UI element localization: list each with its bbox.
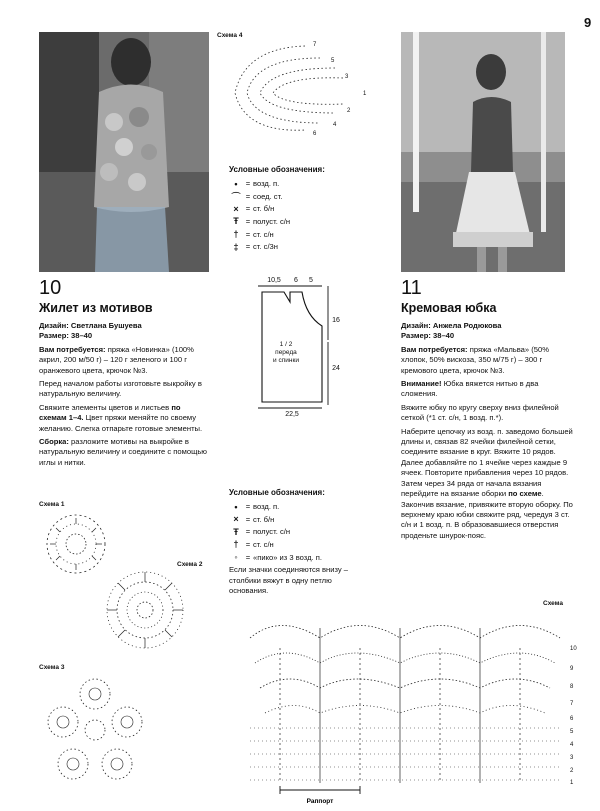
skirt-photo-illustration bbox=[401, 32, 565, 272]
skirt-row: 3 bbox=[570, 755, 574, 761]
schema4-row: 2 bbox=[347, 108, 351, 114]
schema3-diagram bbox=[45, 672, 145, 792]
vest-photo-illustration bbox=[39, 32, 209, 272]
page-number: 9 bbox=[584, 15, 592, 30]
schema1-label: Схема 1 bbox=[39, 501, 65, 508]
article-number-left: 10 bbox=[39, 277, 62, 299]
schema4-row: 4 bbox=[333, 122, 337, 128]
article-title-left: Жилет из мотивов bbox=[39, 301, 153, 315]
schema4-row: 3 bbox=[345, 74, 349, 80]
single-crochet-icon: × bbox=[233, 203, 239, 214]
skirt-row: 5 bbox=[570, 729, 574, 735]
chain-symbol-icon: • bbox=[234, 178, 238, 189]
schema2-diagram bbox=[100, 568, 190, 653]
schema4-label: Схема 4 bbox=[217, 32, 243, 39]
skirt-row: 10 bbox=[570, 646, 577, 652]
skirt-row: 6 bbox=[570, 716, 574, 722]
picot-icon: ◦ bbox=[234, 552, 238, 563]
chain-symbol-icon: • bbox=[234, 501, 238, 512]
legend-2 bbox=[229, 488, 394, 597]
skirt-photo bbox=[401, 32, 565, 272]
double-crochet-icon: † bbox=[233, 539, 239, 550]
skirt-row: 1 bbox=[570, 780, 574, 786]
double-crochet-icon: † bbox=[233, 229, 239, 240]
legend-item: × = ст. б/н bbox=[229, 513, 394, 526]
skirt-row: 7 bbox=[570, 701, 574, 707]
skirt-row: 9 bbox=[570, 666, 574, 672]
slip-stitch-icon: ⌒ bbox=[231, 191, 241, 202]
legend-item: × = ст. б/н bbox=[229, 203, 369, 216]
schema4-diagram bbox=[225, 38, 375, 138]
pattern-dim: 10,5 bbox=[267, 277, 281, 284]
article-number-right: 11 bbox=[401, 277, 422, 299]
article-body-right: Дизайн: Анжела Родюкова Размер: 38–40 Вам потребуется: пряжа «Мальва» (50% хлопок, 50% вискоза, 350 м/75 г) – 300 г кремового цвета, крючок №3. Внимание! Юбка вяжется нитью в два сложения. Вяжите юбку по кругу сверху вниз филейной сеткой (*1 ст. с/н, 1 возд. п.*). Наберите цепочку из возд. п. заведомо большей длины и, связав 82 ячейки филейной сетки, соедините вязание в круг. Вяжите 10 рядов. Далее добавляйте по 1 ячейке через каждые 9 ячеек. Повторите прибавления через 10 рядов. Затем через 34 ряда от начала вязания перейдите на вязание оборки по схеме. Закончив вязание, привяжите вторую оборку. По верхнему краю юбки свяжите ряд, чередуя 3 ст. с/н и 1 возд. п. В образовавшиеся отверстия проденьте шнурок-пояс. bbox=[401, 321, 573, 540]
schema2-label: Схема 2 bbox=[177, 561, 203, 568]
pattern-dim: 6 bbox=[294, 277, 298, 284]
vest-photo bbox=[39, 32, 209, 272]
legend-item: † = ст. с/н bbox=[229, 228, 369, 241]
article-title-right: Кремовая юбка bbox=[401, 301, 497, 315]
legend-item: † = ст. с/н bbox=[229, 538, 394, 551]
legend-1-title: Условные обозначения: bbox=[229, 165, 325, 174]
skirt-row: 4 bbox=[570, 742, 574, 748]
svg-text:и спинки: и спинки bbox=[273, 357, 299, 364]
legend-item: • = возд. п. bbox=[229, 177, 369, 190]
rapport-label: Раппорт bbox=[306, 798, 334, 805]
skirt-schema-diagram bbox=[240, 608, 585, 806]
article-body-left: Дизайн: Светлана Бушуева Размер: 38–40 Вам потребуется: пряжа «Новинка» (100% акрил, 200 м/50 г) – 120 г зеленого и 100 г оранжевого цвета, крючок №3. Перед началом работы изготовьте выкройку в натуральную величину. Свяжите элементы цветов и листьев по схемам 1–4. Цвет пряжи меняйте по своему желанию. Слегка отпарьте готовые элементы. Сборка: разложите мотивы на выкройке в натуральную величину и соедините с помощью иглы и нитки. bbox=[39, 321, 207, 467]
legend-item: • = возд. п. bbox=[229, 500, 394, 513]
pattern-dim: 24 bbox=[332, 365, 340, 372]
skirt-row: 8 bbox=[570, 684, 574, 690]
legend-item: Ŧ = полуст. с/н bbox=[229, 215, 369, 228]
vest-pattern-drawing bbox=[250, 270, 360, 420]
legend-2-title: Условные обозначения: bbox=[229, 488, 325, 497]
legend-item: ⌒ = соед. ст. bbox=[229, 190, 369, 203]
svg-text:1 / 2: 1 / 2 bbox=[279, 341, 293, 348]
triple-crochet-icon: ‡ bbox=[233, 241, 239, 252]
legend-2-note: Если значки соединяются внизу – столбики вяжут в одну петлю основания. bbox=[229, 565, 348, 596]
schema4-row: 1 bbox=[363, 91, 367, 97]
pattern-dim: 5 bbox=[309, 277, 313, 284]
legend-item: ◦ = «пико» из 3 возд. п. bbox=[229, 551, 394, 564]
pattern-dim: 22,5 bbox=[285, 411, 299, 418]
pattern-dim: 16 bbox=[332, 317, 340, 324]
half-double-icon: Ŧ bbox=[233, 526, 239, 537]
schema4-row: 7 bbox=[313, 42, 317, 48]
single-crochet-icon: × bbox=[233, 514, 239, 525]
half-double-icon: Ŧ bbox=[233, 216, 239, 227]
skirt-schema-label: Схема bbox=[543, 600, 564, 607]
legend-item: ‡ = ст. с/3н bbox=[229, 240, 369, 253]
legend-1 bbox=[229, 165, 369, 253]
schema4-row: 6 bbox=[313, 131, 317, 137]
skirt-row: 2 bbox=[570, 768, 574, 774]
schema3-label: Схема 3 bbox=[39, 664, 65, 671]
legend-item: Ŧ = полуст. с/н bbox=[229, 526, 394, 539]
svg-text:переда: переда bbox=[275, 349, 297, 356]
schema4-row: 5 bbox=[331, 58, 335, 64]
